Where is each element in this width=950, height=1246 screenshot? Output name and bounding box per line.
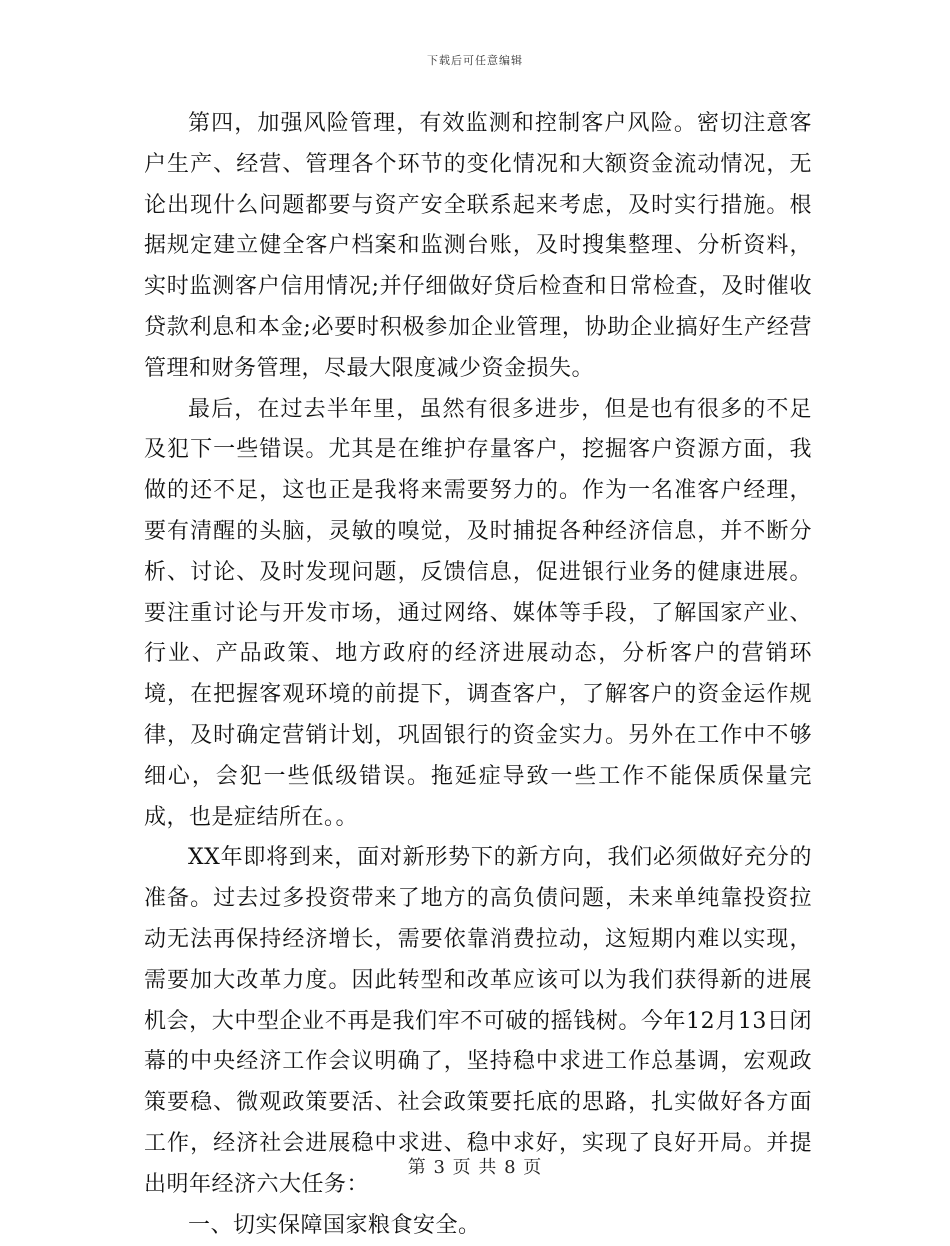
page-number: 第 3 页 共 8 页 bbox=[407, 1157, 543, 1178]
paragraph-outlook: XX年即将到来，面对新形势下的新方向，我们必须做好充分的准备。过去过多投资带来了地方的高负债问题，未来单纯靠投资拉动无法再保持经济增长，需要依靠消费拉动，这短期内难以实现，需要加大改革力度。因此转型和改革应该可以为我们获得新的进展机会，大中型企业不再是我们牢不可破的摇钱树。今年12月13日闭幕的中央经济工作会议明确了，坚持稳中求进工作总基调，宏观政策要稳、微观政策要活、社会政策要托底的思路，扎实做好各方面工作，经济社会进展稳中求进、稳中求好，实现了良好开局。并提出明年经济六大任务： bbox=[144, 845, 812, 1197]
paragraph-summary: 最后，在过去半年里，虽然有很多进步，但是也有很多的不足及犯下一些错误。尤其是在维护存量客户，挖掘客户资源方面，我做的还不足，这也正是我将来需要努力的。作为一名准客户经理，要有清醒的头脑，灵敏的嗅觉，及时捕捉各种经济信息，并不断分析、讨论、及时发现问题，反馈信息，促进银行业务的健康进展。要注重讨论与开发市场，通过网络、媒体等手段，了解国家产业、行业、产品政策、地方政府的经济进展动态，分析客户的营销环境，在把握客观环境的前提下，调查客户，了解客户的资金运作规律，及时确定营销计划，巩固银行的资金实力。另外在工作中不够细心，会犯一些低级错误。拖延症导致一些工作不能保质保量完成，也是症结所在。。 bbox=[144, 396, 812, 830]
paragraph-task-one: 一、切实保障国家粮食安全。 bbox=[188, 1212, 481, 1238]
paragraph-risk-management: 第四，加强风险管理，有效监测和控制客户风险。密切注意客户生产、经营、管理各个环节的变化情况和大额资金流动情况，无论出现什么问题都要与资产安全联系起来考虑，及时实行措施。根据规定建立健全客户档案和监测台账，及时搜集整理、分析资料，实时监测客户信用情况;并仔细做好贷后检查和日常检查，及时催收贷款利息和本金;必要时积极参加企业管理，协助企业搞好生产经营管理和财务管理，尽最大限度减少资金损失。 bbox=[144, 111, 812, 381]
document-body bbox=[144, 104, 812, 1246]
page-header: 下载后可任意编辑 bbox=[427, 54, 523, 67]
